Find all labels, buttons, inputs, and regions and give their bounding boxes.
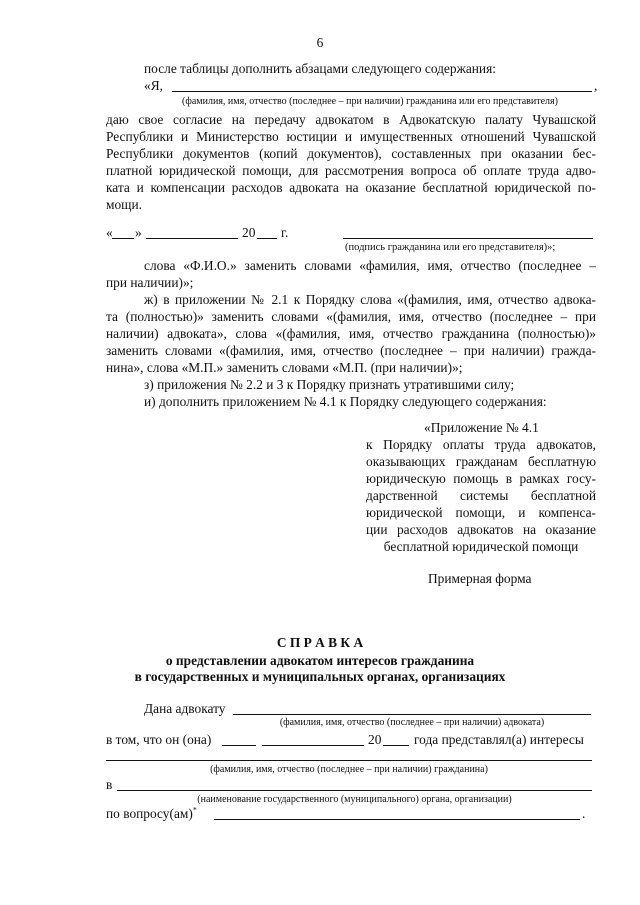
amendment-zh-line: та (полностью)» заменить словами «(фамилия, имя, отчество (последнее – при	[106, 309, 596, 324]
lawyer-fio-caption: (фамилия, имя, отчество (последнее – при наличии) адвоката)	[279, 717, 545, 728]
amendment-fio-last: при наличии)»;	[106, 275, 194, 290]
amendment-fio-line: слова «Ф.И.О.» заменить словами «фамилия, имя, отчество (последнее –	[144, 258, 596, 273]
amendment-zh-line: заменить словами «(фамилия, имя, отчество (последнее – при наличии) гражда-	[106, 343, 596, 358]
signature-month-line	[146, 238, 238, 239]
signature-line	[343, 238, 593, 239]
amendment-zh-last: нина», слова «М.П.» заменить словами «М.П. (при наличии)»;	[106, 360, 463, 375]
citizen-fio-caption: (фамилия, имя, отчество (последнее – при наличии) гражданина)	[210, 764, 488, 775]
consent-comma: ,	[594, 78, 598, 93]
signature-quote-open: «	[106, 225, 113, 240]
amendment-z-line: з) приложения № 2.2 и 3 к Порядку признать утратившими силу;	[144, 377, 515, 392]
lawyer-fio-line	[233, 714, 591, 715]
consent-text-line: Республики документов (копий документов), составленных при оказании бес-	[106, 146, 596, 161]
page-number: 6	[316, 35, 324, 50]
cert-year-prefix: 20	[368, 732, 382, 747]
signature-year-line	[257, 238, 277, 239]
signature-year-prefix: 20	[242, 225, 256, 240]
issue-line	[214, 819, 580, 820]
citizen-fio-line	[106, 760, 592, 761]
certificate-subtitle: в государственных и муниципальных органах, организациях	[134, 669, 506, 684]
consent-text-line: Республики и Министерство юстиции и имущественных отношений Чувашской	[106, 129, 596, 144]
org-line	[117, 790, 592, 791]
amendment-zh-line: ж) в приложении № 2.1 к Порядку слова «(фамилия, имя, отчество адвока-	[144, 292, 596, 307]
signature-day-line	[112, 238, 134, 239]
consent-last-line: мощи.	[106, 197, 142, 212]
issue-end-period: .	[582, 806, 586, 821]
intro-line: после таблицы дополнить абзацами следующего содержания:	[144, 61, 496, 76]
appendix-line: ции расходов адвокатов на оказание	[366, 522, 596, 537]
consent-text-line: ката и компенсации расходов адвоката на оказание бесплатной юридической по-	[106, 180, 596, 195]
signature-quote-close: »	[135, 225, 142, 240]
consent-fio-line	[172, 91, 592, 92]
issued-to-label: Дана адвокату	[144, 701, 226, 716]
org-prefix: в	[106, 777, 113, 792]
signature-caption: (подпись гражданина или его представителя)»;	[345, 242, 556, 253]
amendment-i-line: и) дополнить приложением № 4.1 к Порядку следующего содержания:	[144, 394, 547, 409]
that-he-label: в том, что он (она)	[106, 732, 212, 747]
org-caption: (наименование государственного (муниципального) органа, организации)	[197, 794, 512, 805]
amendment-zh-line: наличии) адвоката», слова «(фамилия, имя, отчество гражданина (полностью)»	[106, 326, 596, 341]
certificate-subtitle: о представлении адвокатом интересов гражданина	[165, 653, 475, 668]
consent-opening: «Я,	[144, 78, 163, 93]
appendix-line: дарственной системы бесплатной	[366, 488, 596, 503]
appendix-line: юридическую помощь в рамках госу-	[366, 471, 596, 486]
appendix-title: «Приложение № 4.1	[424, 420, 539, 435]
represented-label: года представлял(а) интересы	[414, 732, 584, 747]
cert-day-line	[222, 745, 256, 746]
signature-year-suffix: г.	[281, 225, 289, 240]
certificate-title: С П Р А В К А	[276, 635, 364, 650]
form-type: Примерная форма	[428, 571, 532, 586]
consent-fio-caption: (фамилия, имя, отчество (последнее – при наличии) гражданина или его представителя)	[182, 96, 558, 107]
footnote-mark: *	[192, 805, 197, 815]
cert-year-line	[383, 745, 409, 746]
appendix-line: к Порядку оплаты труда адвокатов,	[366, 437, 596, 452]
consent-text-line: платной юридической помощи, для рассмотрения вопроса об оплате труда адво-	[106, 163, 596, 178]
consent-text-line: даю свое согласие на передачу адвокатом в Адвокатскую палату Чувашской	[106, 112, 596, 127]
appendix-last-line: бесплатной юридической помощи	[383, 539, 579, 554]
appendix-line: юридической помощи, и компенса-	[366, 505, 596, 520]
on-issue-label	[106, 806, 197, 822]
cert-month-line	[262, 745, 364, 746]
on-issue-text: по вопросу(ам)	[106, 806, 193, 821]
appendix-line: оказывающих гражданам бесплатную	[366, 454, 596, 469]
